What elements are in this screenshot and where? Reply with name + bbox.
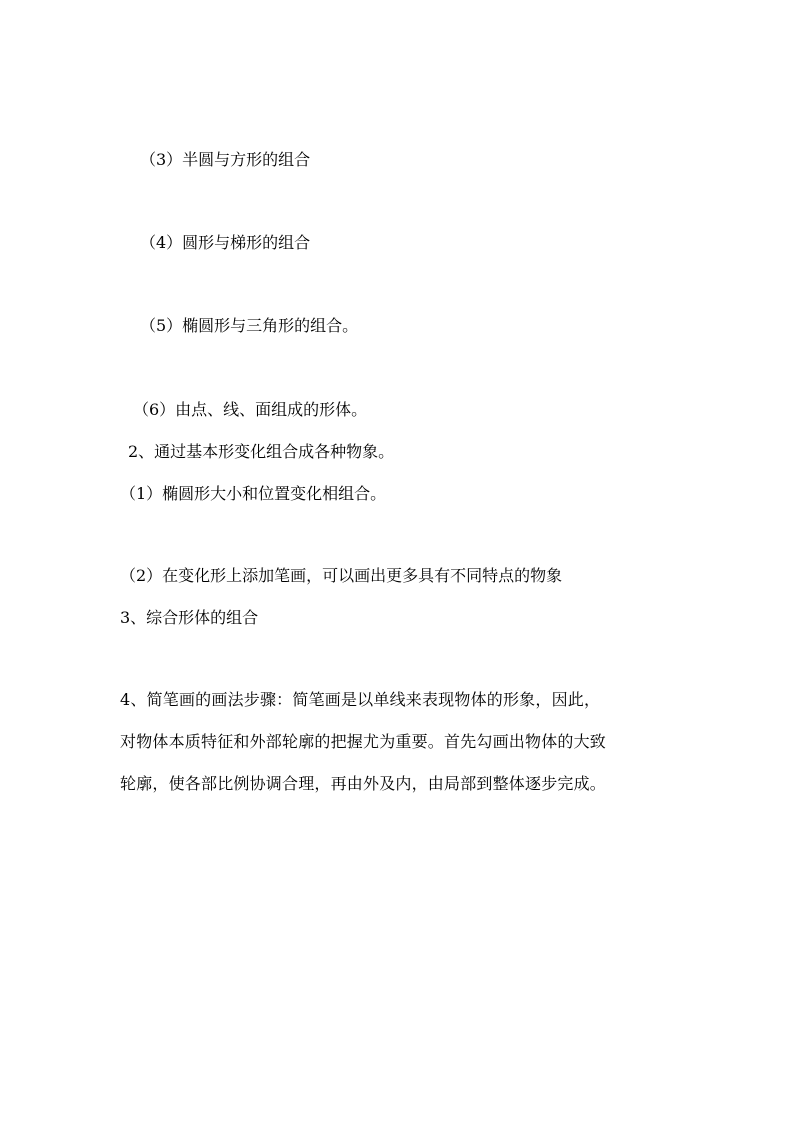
- item-semicircle-square: （3）半圆与方形的组合: [140, 150, 311, 169]
- item-circle-trapezoid: （4）圆形与梯形的组合: [140, 233, 311, 252]
- paragraph-line-3: 轮廓，使各部比例协调合理，再由外及内，由局部到整体逐步完成。: [120, 774, 607, 793]
- heading-combined-forms: 3、综合形体的组合: [120, 608, 259, 627]
- paragraph-line-1: 4、简笔画的画法步骤：简笔画是以单线来表现物体的形象，因此，: [120, 690, 601, 709]
- item-point-line-plane: （6）由点、线、面组成的形体。: [133, 400, 368, 419]
- item-ellipse-size-position: （1）椭圆形大小和位置变化相组合。: [120, 484, 387, 503]
- heading-basic-shape-variation: 2、通过基本形变化组合成各种物象。: [128, 442, 395, 461]
- item-ellipse-triangle: （5）椭圆形与三角形的组合。: [140, 316, 359, 335]
- paragraph-line-2: 对物体本质特征和外部轮廓的把握尤为重要。首先勾画出物体的大致: [120, 732, 607, 751]
- item-add-strokes: （2）在变化形上添加笔画，可以画出更多具有不同特点的物象: [120, 566, 563, 585]
